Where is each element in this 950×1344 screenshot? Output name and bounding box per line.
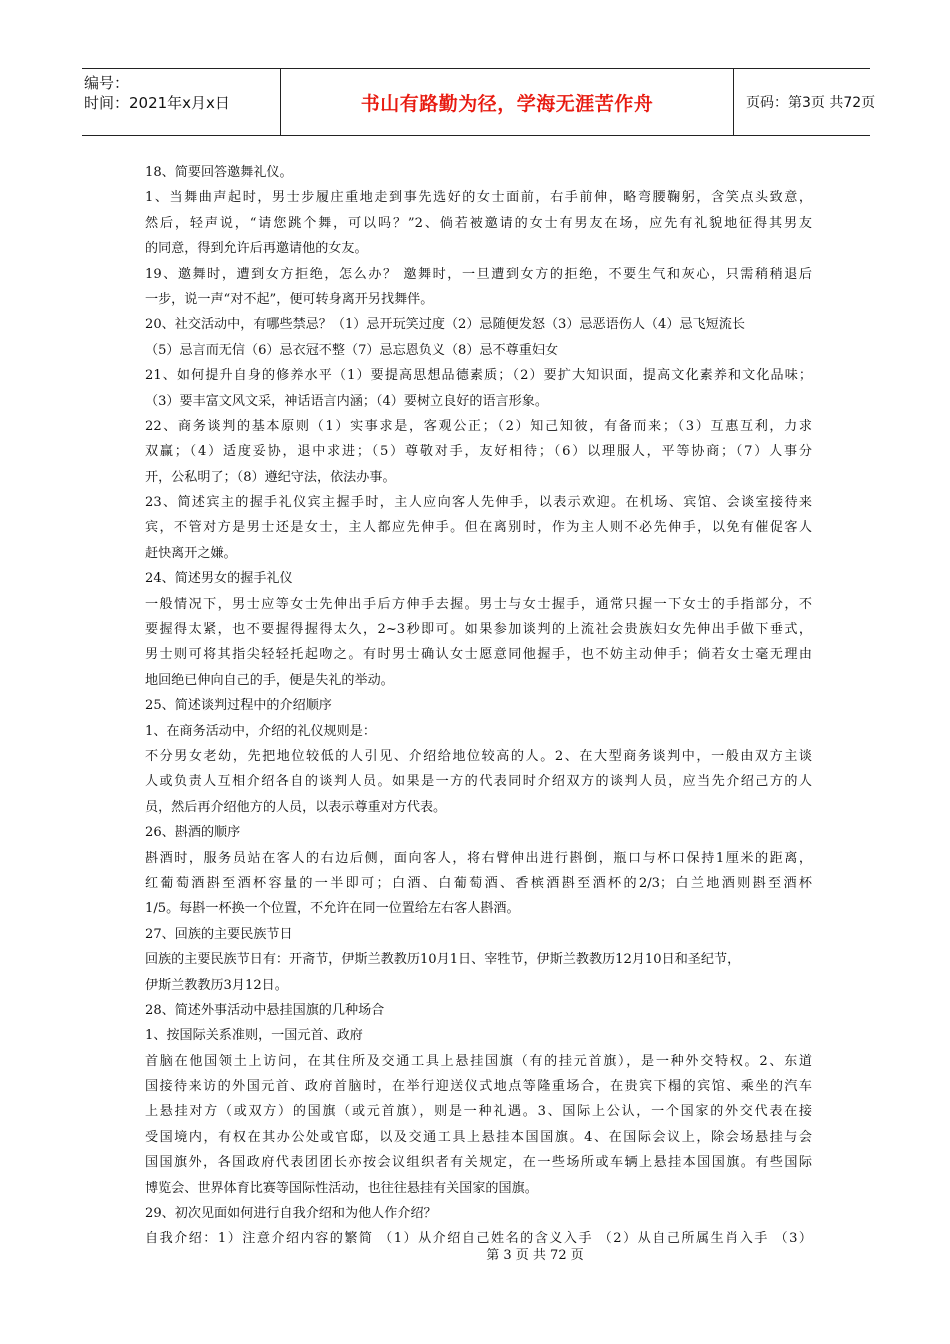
body-line: 1、在商务活动中，介绍的礼仪规则是： <box>145 723 376 739</box>
body-line: 国接待来访的外国元首、政府首脑时，在举行迎送仪式地点等隆重场合，在贵宾下榻的宾馆、乘坐的汽车 <box>145 1079 812 1095</box>
body-line: 双赢；（4）适度妥协，退中求进；（5）尊敬对手，友好相待；（6）以理服人，平等协商；（7）人事分 <box>145 444 812 460</box>
body-line: 29、初次见面如何进行自我介绍和为他人作介绍？ <box>145 1206 437 1222</box>
body-line: （3）要丰富文风文采，神话语言内涵；（4）要树立良好的语言形象。 <box>145 393 548 409</box>
body-line: 21、如何提升自身的修养水平（1）要提高思想品德素质；（2）要扩大知识面，提高文化素养和文化品味； <box>145 368 812 384</box>
body-line: 上悬挂对方（或双方）的国旗（或元首旗），则是一种礼遇。3、国际上公认，一个国家的外交代表在接 <box>145 1104 812 1120</box>
body-line: 19、邀舞时，遭到女方拒绝，怎么办？ 邀舞时，一旦遭到女方的拒绝，不要生气和灰心，只需稍稍退后 <box>145 266 812 282</box>
document-time-label: 时间：2021年x月x日 <box>84 94 230 112</box>
page-footer: 第 3 页 共 72 页 <box>486 1248 584 1263</box>
header-page-info: 页码：第3页 共72页 <box>746 95 876 111</box>
body-line: 的同意，得到允许后再邀请他的女友。 <box>145 241 368 257</box>
body-line: 回族的主要民族节日有：开斋节，伊斯兰教教历10月1日、宰牲节，伊斯兰教教历12月10日和圣纪节， <box>145 952 741 968</box>
body-line: 然后，轻声说，“请您跳个舞，可以吗？”2、倘若被邀请的女士有男友在场，应先有礼貌地征得其男友 <box>145 215 812 231</box>
body-line: 地回绝已伸向自己的手，便是失礼的举动。 <box>145 672 394 688</box>
body-line: 1/5。每斟一杯换一个位置，不允许在同一位置给左右客人斟酒。 <box>145 901 520 917</box>
body-line: 宾，不管对方是男士还是女士，主人都应先伸手。但在离别时，作为主人则不必先伸手，以免有催促客人 <box>145 520 812 536</box>
body-line: 26、斟酒的顺序 <box>145 825 241 841</box>
body-line: 28、简述外事活动中悬挂国旗的几种场合 <box>145 1002 385 1018</box>
body-line: 27、回族的主要民族节日 <box>145 926 293 942</box>
body-line: 25、简述谈判过程中的介绍顺序 <box>145 698 332 714</box>
body-line: 18、简要回答邀舞礼仪。 <box>145 165 293 180</box>
page-header <box>82 68 876 136</box>
body-line: 要握得太紧，也不要握得握得太久，2~3秒即可。如果参加谈判的上流社会贵族妇女先伸出手做下垂式， <box>145 622 812 638</box>
body-line: 自我介绍：1）注意介绍内容的繁简 （1）从介绍自己姓名的含义入手 （2）从自己所属生肖入手 （3） <box>145 1231 812 1247</box>
body-line: 人或负责人互相介绍各自的谈判人员。如果是一方的代表同时介绍双方的谈判人员，应当先介绍己方的人 <box>145 774 812 790</box>
body-line: 一步，说一声“对不起”，便可转身离开另找舞伴。 <box>145 291 434 307</box>
body-line: 斟酒时，服务员站在客人的右边后侧，面向客人，将右臂伸出进行斟倒，瓶口与杯口保持1厘米的距离， <box>145 850 812 866</box>
body-line: 男士则可将其指尖轻轻托起吻之。有时男士确认女士愿意同他握手，也不妨主动伸手；倘若女士毫无理由 <box>145 647 812 663</box>
body-line: 24、简述男女的握手礼仪 <box>145 571 293 587</box>
document-number-label: 编号： <box>84 74 130 92</box>
body-line: 一般情况下，男士应等女士先伸出手后方伸手去握。男士与女士握手，通常只握一下女士的手指部分，不 <box>145 596 812 612</box>
body-line: （5）忌言而无信（6）忌衣冠不整（7）忌忘恩负义（8）忌不尊重妇女 <box>145 342 559 358</box>
body-line: 20、社交活动中，有哪些禁忌？（1）忌开玩笑过度（2）忌随便发怒（3）忌恶语伤人（4）忌飞短流长 <box>145 317 745 333</box>
body-line: 不分男女老幼，先把地位较低的人引见、介绍给地位较高的人。2、在大型商务谈判中，一般由双方主谈 <box>145 748 812 764</box>
body-line: 1、当舞曲声起时，男士步履庄重地走到事先选好的女士面前，右手前伸，略弯腰鞠躬，含笑点头致意， <box>145 190 812 206</box>
body-line: 1、按国际关系准则，一国元首、政府 <box>145 1028 363 1044</box>
body-line: 首脑在他国领土上访问，在其住所及交通工具上悬挂国旗（有的挂元首旗），是一种外交特权。2、东道 <box>145 1053 812 1069</box>
body-line: 22、商务谈判的基本原则（1）实事求是，客观公正；（2）知己知彼，有备而来；（3）互惠互利，力求 <box>145 418 812 434</box>
body-line: 员，然后再介绍他方的人员，以表示尊重对方代表。 <box>145 799 447 815</box>
body-line: 开，公私明了；（8）遵纪守法，依法办事。 <box>145 469 396 485</box>
body-line: 23、简述宾主的握手礼仪宾主握手时，主人应向客人先伸手，以表示欢迎。在机场、宾馆、会谈室接待来 <box>145 495 812 511</box>
body-line: 国国旗外，各国政府代表团团长亦按会议组织者有关规定，在一些场所或车辆上悬挂本国国旗。有些国际 <box>145 1155 812 1171</box>
header-meta <box>82 69 281 135</box>
body-line: 红葡萄酒斟至酒杯容量的一半即可；白酒、白葡萄酒、香槟酒斟至酒杯的2/3；白兰地酒则斟至酒杯 <box>145 875 812 891</box>
body-line: 赶快离开之嫌。 <box>145 545 237 561</box>
body-line: 伊斯兰教教历3月12日。 <box>145 977 288 993</box>
body-line: 博览会、世界体育比赛等国际性活动，也往往悬挂有关国家的国旗。 <box>145 1180 538 1196</box>
body-line: 受国境内，有权在其办公处或官邸，以及交通工具上悬挂本国国旗。4、在国际会议上，除会场悬挂与会 <box>145 1129 812 1145</box>
header-motto: 书山有路勤为径，学海无涯苦作舟 <box>281 69 734 135</box>
document-body <box>145 160 812 1252</box>
